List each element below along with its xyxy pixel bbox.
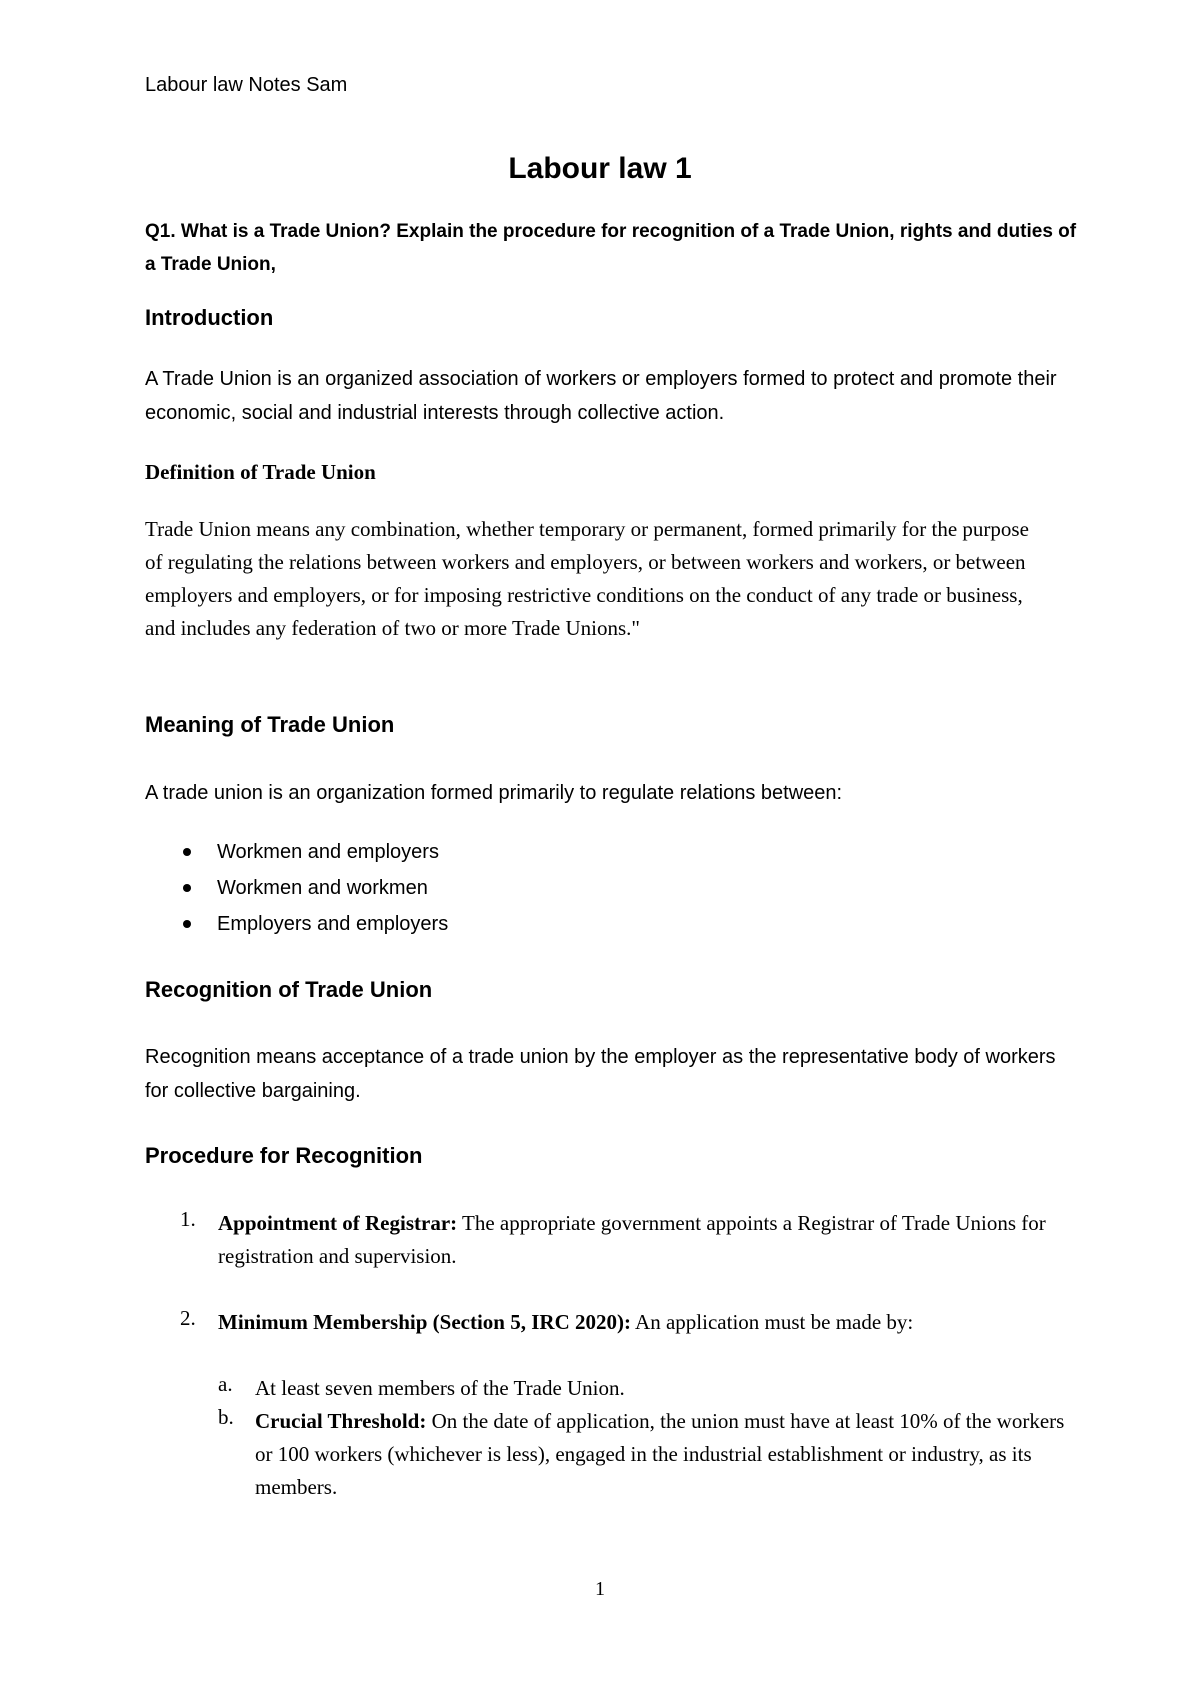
item-label: Minimum Membership (Section 5, IRC 2020): xyxy=(218,1310,631,1334)
page-header: Labour law Notes Sam xyxy=(145,74,348,96)
definition-text: Trade Union means any combination, whether temporary or permanent, formed primarily for the purpose of regulating the relations between workers and employers, or between workers and workers, or between employers and employers, or for imposing restrictive conditions on the conduct of any trade or business, and includes any federation of two or more Trade Unions." xyxy=(145,517,1029,640)
bullet-icon xyxy=(183,884,191,892)
procedure-subitem-b xyxy=(255,1405,1075,1504)
bullet-text: Workmen and employers xyxy=(217,841,439,863)
bullet-text: Employers and employers xyxy=(217,913,449,935)
bullet-icon xyxy=(183,848,191,856)
introduction-text: A Trade Union is an organized association of workers or employers formed to protect and promote their economic, social and industrial interests through collective action. xyxy=(145,368,1057,424)
subitem-letter: b. xyxy=(218,1405,234,1429)
procedure-item-1 xyxy=(218,1207,1078,1273)
meaning-text: A trade union is an organization formed primarily to regulate relations between: xyxy=(145,782,843,804)
subitem-text: On the date of application, the union must have at least 10% of the workers or 100 workers (whichever is less), engaged in the industrial establishment or industry, as its members. xyxy=(255,1409,1065,1499)
meaning-bullet-list xyxy=(145,834,448,942)
question-text: Q1. What is a Trade Union? Explain the procedure for recognition of a Trade Union, rights and duties of a Trade Union, xyxy=(145,221,1077,275)
procedure-item-2 xyxy=(218,1306,1078,1339)
subitem-letter: a. xyxy=(218,1372,233,1396)
recognition-text: Recognition means acceptance of a trade union by the employer as the representative body of workers for collective bargaining. xyxy=(145,1046,1056,1102)
bullet-text: Workmen and workmen xyxy=(217,877,428,899)
introduction-heading: Introduction xyxy=(145,305,274,330)
item-text: The appropriate government appoints a Registrar of Trade Unions for registration and supervision. xyxy=(218,1211,1046,1268)
item-label: Appointment of Registrar: xyxy=(218,1211,458,1235)
procedure-subitem-a xyxy=(255,1372,1075,1405)
recognition-heading: Recognition of Trade Union xyxy=(145,977,433,1002)
list-item xyxy=(145,834,448,870)
procedure-heading: Procedure for Recognition xyxy=(145,1143,423,1168)
list-item xyxy=(145,870,448,906)
item-text: An application must be made by: xyxy=(630,1310,914,1334)
bullet-icon xyxy=(183,920,191,928)
page-title: Labour law 1 xyxy=(508,152,692,185)
list-item xyxy=(145,906,448,942)
page-number: 1 xyxy=(595,1578,605,1600)
subitem-text: At least seven members of the Trade Union. xyxy=(255,1376,625,1400)
definition-heading: Definition of Trade Union xyxy=(145,460,376,484)
item-number: 2. xyxy=(180,1306,196,1330)
subitem-label: Crucial Threshold: xyxy=(255,1409,427,1433)
meaning-heading: Meaning of Trade Union xyxy=(145,712,395,737)
item-number: 1. xyxy=(180,1207,196,1231)
